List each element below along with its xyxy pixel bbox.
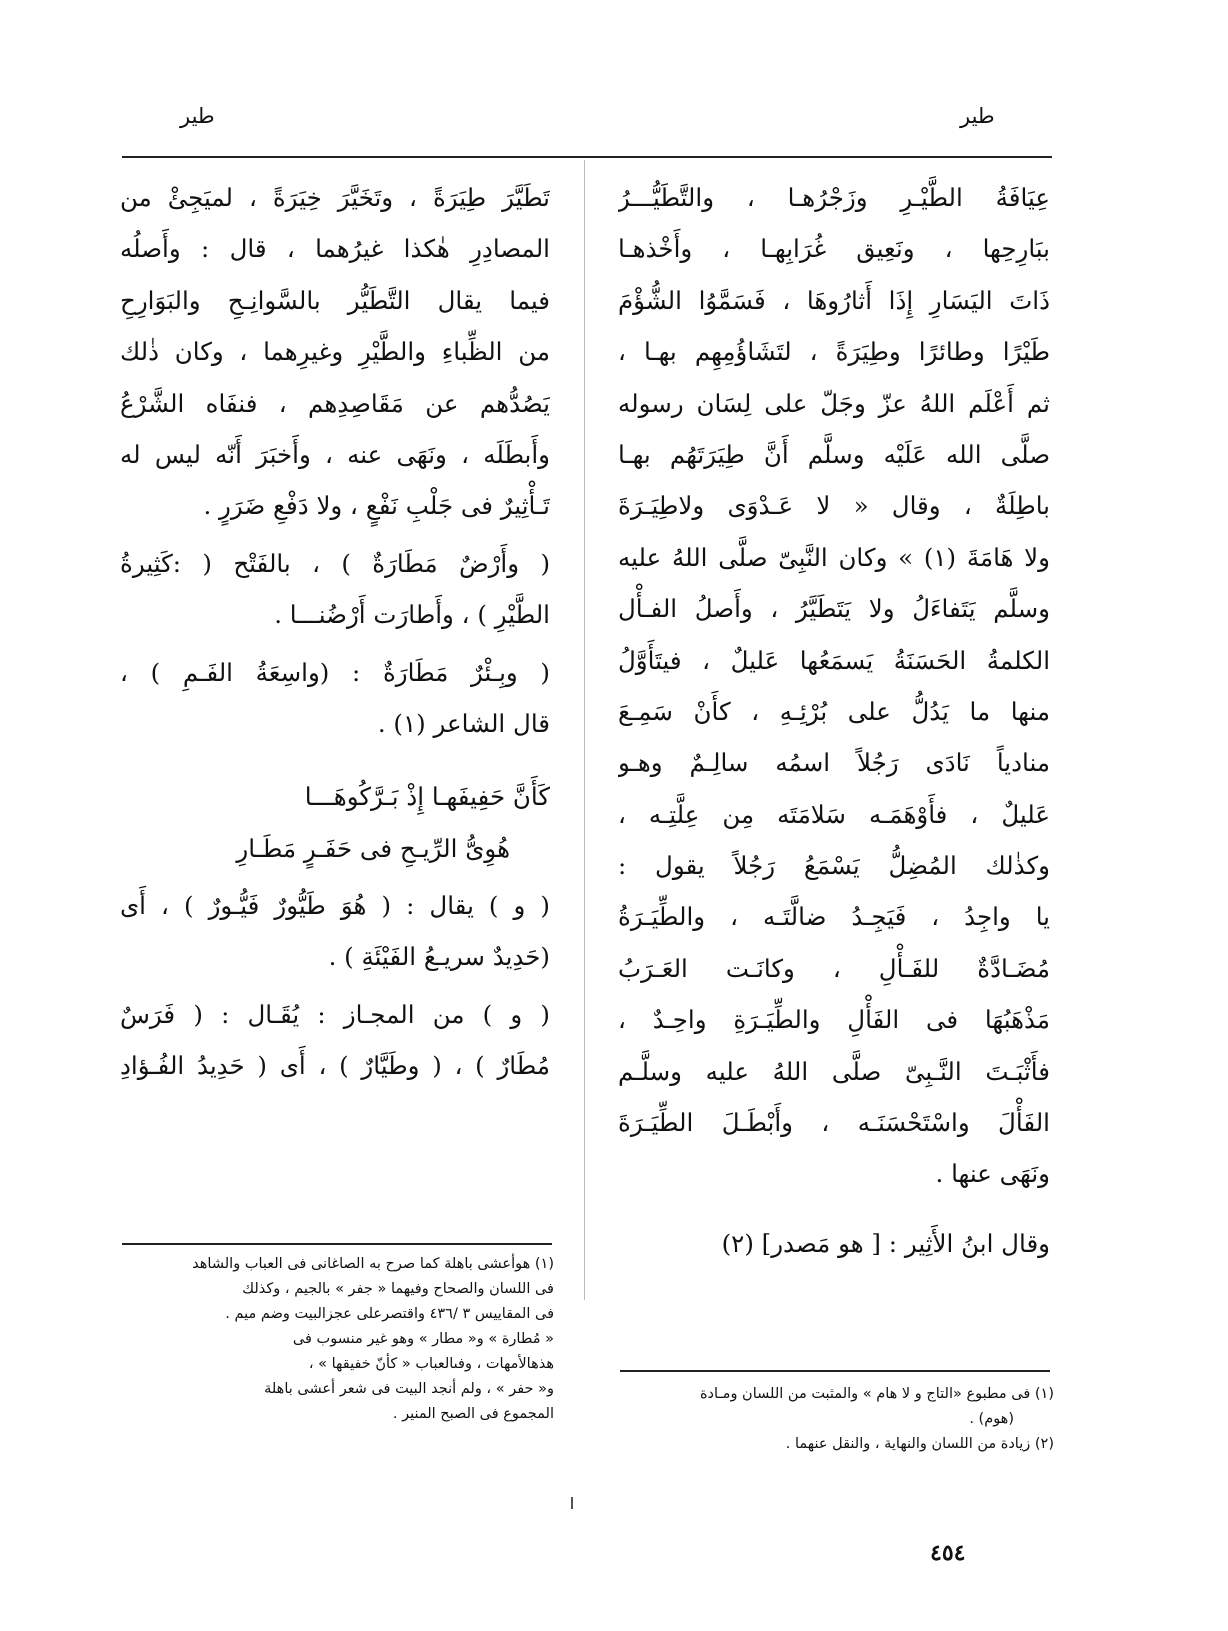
text-line: (حَدِيدٌ سريـعُ الفَيْئَةِ ) . xyxy=(328,942,550,972)
footnote-line: (٢) زيادة من اللسان والنهاية ، والنقل عنهما . xyxy=(785,1436,1054,1452)
verse-line-1: كَأَنَّ حَفِيفَهـا إِذْ بَـرَّكُوهَـــا xyxy=(304,782,550,812)
verse-line-2: هُوِىُّ الرِّيـحِ فى حَفَـرٍ مَطَـارِ xyxy=(236,833,510,863)
closing-line: وقال ابنُ الأَثِير : [ هو مَصدر] (٢) xyxy=(721,1228,1050,1258)
text-line: عِيَافَةُ الطَّيْـرِ وزَجْرُهـا ، والتَّطَيُّـــرُ xyxy=(618,183,1050,212)
page-number: ٤٥٤ xyxy=(930,1540,966,1566)
text-line: ( وبِـئْرٌ مَطَارَةٌ : (واسِعَةُ الفَـمِ ) ، xyxy=(120,657,550,687)
footnote-line: المجموع فى الصبح المنير . xyxy=(392,1406,554,1422)
text-line: ( و ) يقال : ( هُوَ طَيُّورٌ فَيُّـورٌ ) ، أَى xyxy=(120,891,550,921)
text-line: عَليلٌ ، فأَوْهَمَـه سَلامَتَه مِن عِلَّتِـه ، xyxy=(618,799,1050,829)
header-rule xyxy=(122,156,1052,158)
text-line: وسلَّم يَتَفاءَلُ ولا يَتَطَيَّرُ ، وأَصلُ الفـأْل xyxy=(618,594,1050,624)
text-line: ثم أَعْلَم اللهُ عزّ وجَلّ على لِسَان رسوله xyxy=(618,388,1050,418)
footnote-line: (١) فى مطبوع «التاج و لا هام » والمثبت من اللسان ومـادة xyxy=(699,1386,1054,1402)
text-line: يا واجِدُ ، فَيَجِـدُ ضالَّتَـه ، والطِّيَـرَةُ xyxy=(618,902,1050,932)
footnote-line: « مُطارة » و« مطار » وهو غير منسوب فى xyxy=(292,1331,554,1347)
text-line: تَطَيَّرَ طِيَرَةً ، وتَخَيَّرَ خِيَرَةً ، لميَجِئْ من xyxy=(120,183,550,212)
text-line: صلَّى الله عَلَيْه وسلَّم أَنَّ طِيَرَتَهُم بهـا xyxy=(618,439,1050,469)
footnotes-right xyxy=(618,1382,1054,1457)
paragraph-gap xyxy=(618,1200,1050,1218)
text-line: منها ما يَدُلُّ على بُرْئِـهِ ، كأَنْ سَمِـعَ xyxy=(618,696,1050,726)
footnote-line: و« حفر » ، ولم أنجد البيت فى شعر أعشى باهلة xyxy=(264,1381,554,1397)
text-line: ( و ) من المجـاز : يُقَـال : ( فَرَسٌ xyxy=(120,999,550,1029)
right-column xyxy=(618,172,1050,1269)
text-line: قال الشاعر (١) . xyxy=(377,708,550,738)
text-line: فيما يقال التَّطَيُّر بالسَّوانِـحِ والبَوَارِحِ xyxy=(120,285,550,315)
text-line: وكذٰلك المُضِلُّ يَسْمَعُ رَجُلاً يقول : xyxy=(618,851,1050,881)
text-line: المصادِرِ هٰكذا غيرُهما ، قال : وأَصلُه xyxy=(120,234,550,264)
gutter-mark xyxy=(571,1497,573,1509)
text-line: الطَّيْرِ ) ، وأَطارَت أَرْضُنـــا . xyxy=(274,600,550,630)
column-divider xyxy=(584,160,585,1300)
text-line: طَيْرًا وطائرًا وطِيَرَةً ، لتَشَاؤُمِهِم بهـا ، xyxy=(618,337,1050,367)
left-column xyxy=(120,172,550,1092)
footnote-rule-right xyxy=(620,1370,1050,1372)
text-line: يَصُدُّهم عن مَقَاصِدِهم ، فنفَاه الشَّرْعُ xyxy=(120,388,550,418)
running-head-left: طير xyxy=(180,104,215,128)
text-line: باطِلَةٌ ، وقال « لا عَـدْوَى ولاطِيَـرَةَ xyxy=(618,491,1050,521)
footnote-line: (١) هوأعشى باهلة كما صرح به الصاغانى فى العباب والشاهد xyxy=(192,1256,554,1272)
text-line: مَذْهَبُهَا فى الفَأْلِ والطِّيَـرَةِ واحِـدٌ ، xyxy=(618,1005,1050,1035)
footnote-line: (هوم) . xyxy=(969,1411,1014,1427)
text-line: وأَبطَلَه ، ونَهَى عنه ، وأَخبَرَ أَنّه ليس له xyxy=(120,439,550,469)
footnote-line: فى اللسان والصحاح وفيهما « جفر » بالجيم ، وكذلك xyxy=(242,1281,554,1297)
running-head-right: طير xyxy=(960,104,995,128)
text-line: الكلمةُ الحَسَنَةُ يَسمَعُها عَليلٌ ، فيتَأَوَّلُ xyxy=(618,645,1050,675)
text-line: ( وأَرْضٌ مَطَارَةٌ ) ، بالفَتْح ( :كَثِيرةُ xyxy=(120,548,550,578)
text-line: منادياً نَادَى رَجُلاً اسمُه سالِـمٌ وهـو xyxy=(618,748,1050,778)
footnote-line: فى المقاييس ٣ /٤٣٦ واقتصرعلى عجزالبيت وضم ميم . xyxy=(225,1306,554,1322)
text-line: ونَهَى عنها . xyxy=(935,1159,1050,1189)
paragraph-gap xyxy=(120,749,550,771)
text-line: مُطَارٌ ) ، ( وطَيَّارٌ ) ، أَى ( حَدِيدُ الفُـؤادِ xyxy=(120,1051,550,1081)
text-line: فأَثْبَـتَ النَّـبِىّ صلَّى اللهُ عليه وسلَّـم xyxy=(618,1056,1050,1086)
text-line: ولا هَامَةَ (١) » وكان النَّبِىّ صلَّى اللهُ عليه xyxy=(618,542,1050,572)
footnotes-left xyxy=(118,1252,554,1427)
footnote-rule-left xyxy=(122,1243,552,1245)
text-line: ذَاتَ اليَسَارِ إِذَا أَثارُوهَا ، فَسَمَّوُا الشُّؤْمَ xyxy=(618,285,1050,315)
text-line: مُضَـادَّةٌ للفَـأْلِ ، وكانَـت العَـرَبُ xyxy=(618,953,1050,983)
footnote-line: هذهالأمهات ، وفىالعباب « كأنّ خفيقها » ، xyxy=(308,1356,554,1372)
text-line: ببَارِحِها ، ونَعِيق غُرَابِهـا ، وأَخْذهـا xyxy=(618,234,1050,264)
text-line: الفَأْلَ واسْتَحْسَنَـه ، وأَبْطَـلَ الطِّيَـرَةَ xyxy=(618,1108,1050,1138)
text-line: تَـأْثِيرٌ فى جَلْبِ نَفْعٍ ، ولا دَفْعِ ضَرَرٍ . xyxy=(203,491,550,521)
text-line: من الظِّباءِ والطَّيْرِ وغيرِهما ، وكان ذٰلك xyxy=(120,337,550,367)
